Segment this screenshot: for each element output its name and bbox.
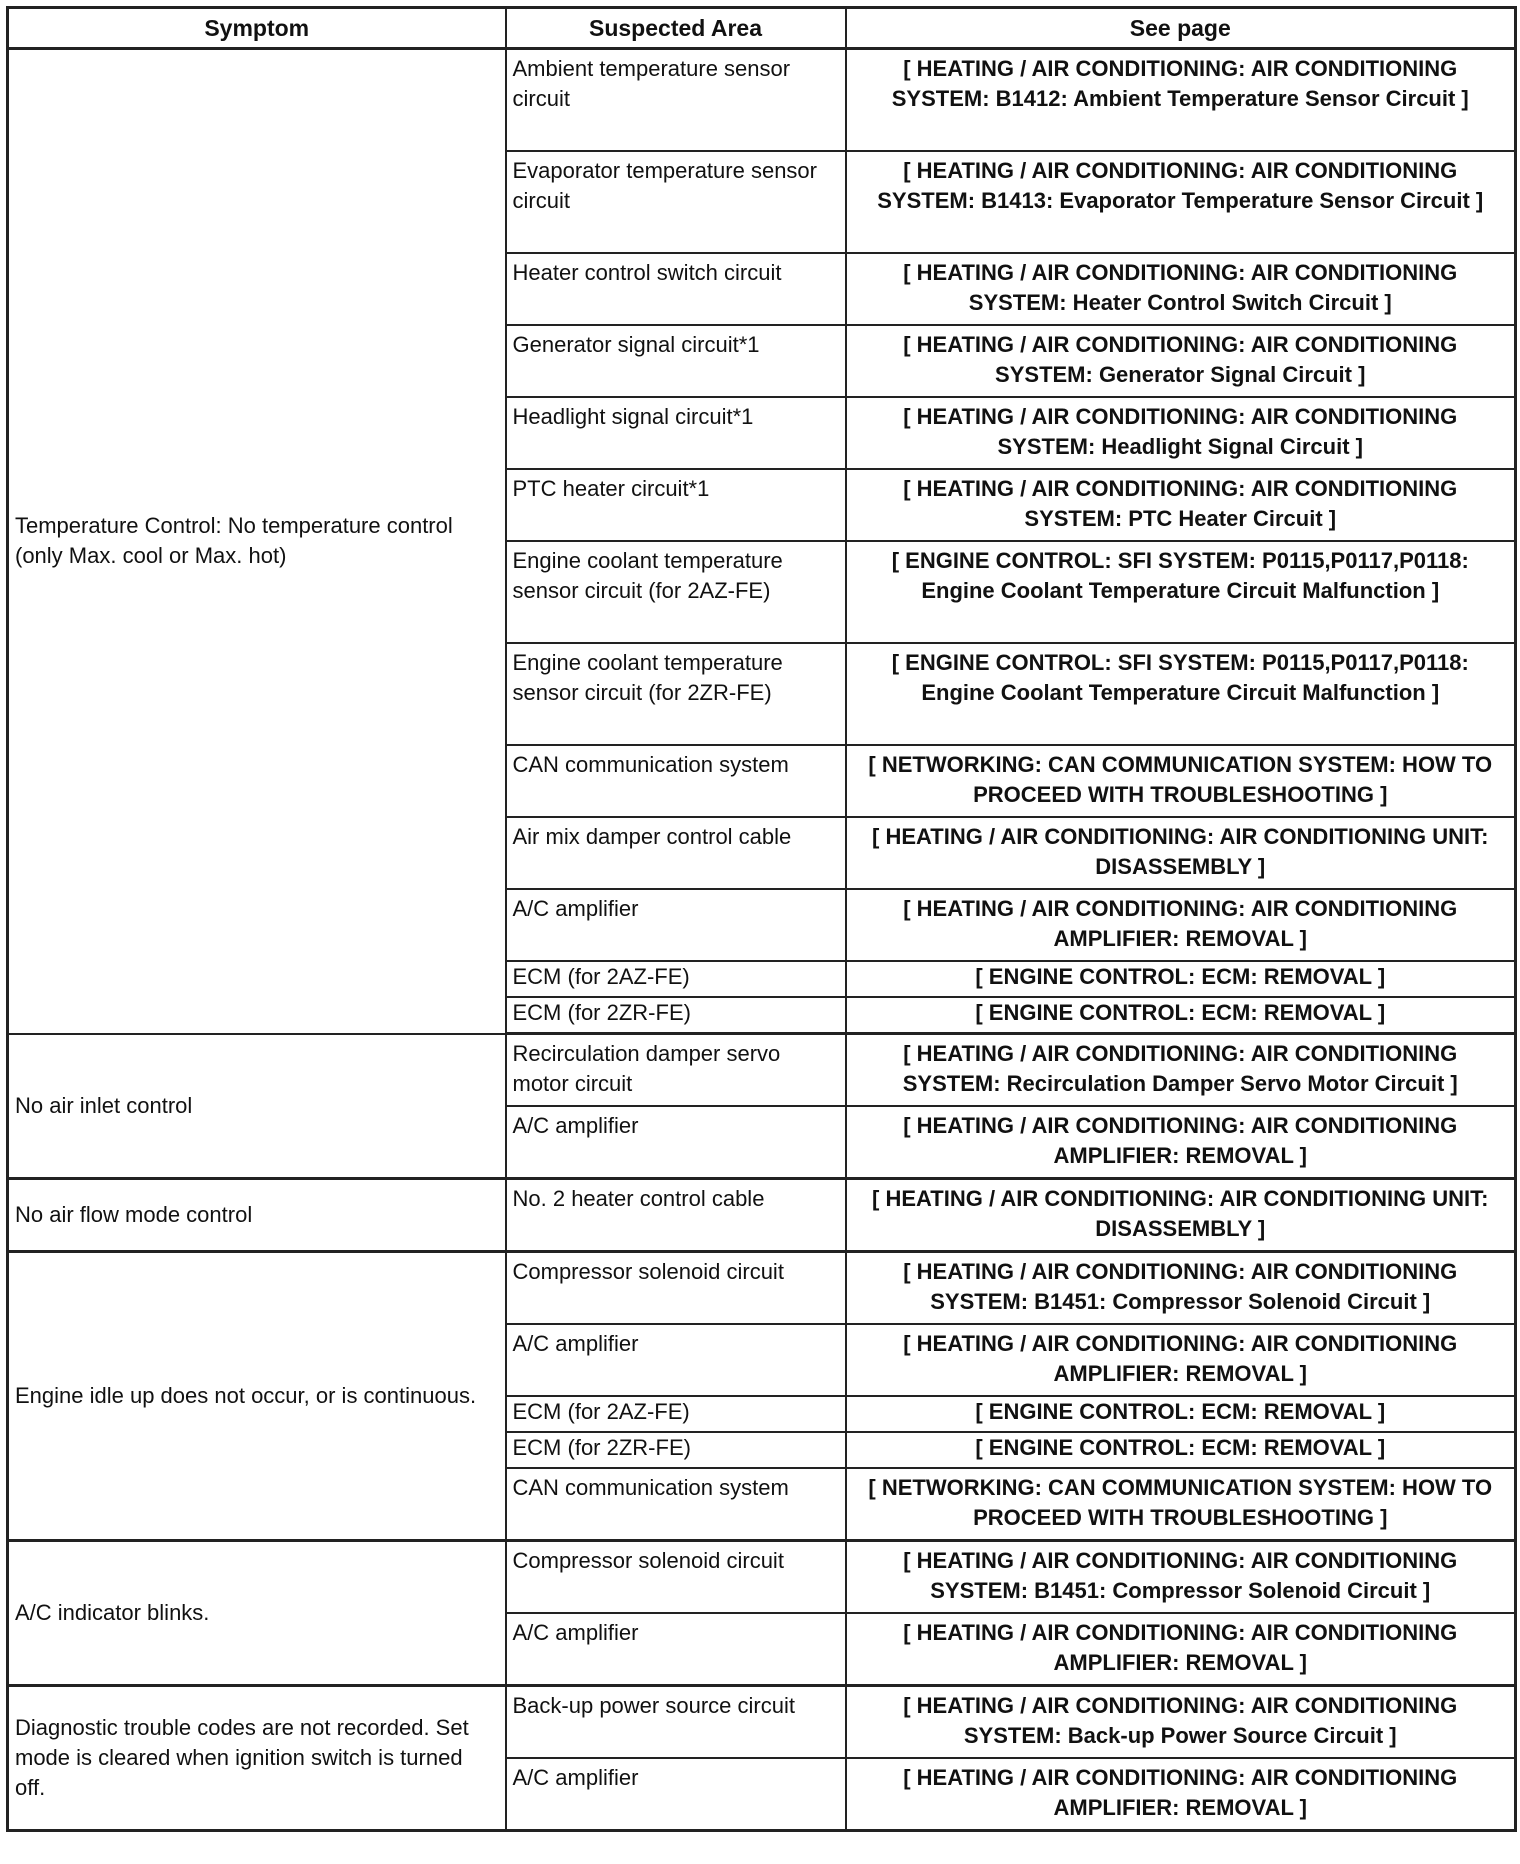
table-row: [8, 1252, 1516, 1325]
suspected-area-cell: Back-up power source circuit: [506, 1686, 846, 1759]
see-page-link[interactable]: [ HEATING / AIR CONDITIONING: AIR CONDITIONING SYSTEM: Generator Signal Circuit ]: [846, 325, 1516, 397]
table-row: [8, 1541, 1516, 1614]
suspected-area-cell: Heater control switch circuit: [506, 253, 846, 325]
see-page-link[interactable]: [ HEATING / AIR CONDITIONING: AIR CONDITIONING SYSTEM: Headlight Signal Circuit ]: [846, 397, 1516, 469]
suspected-area-cell: Ambient temperature sensor circuit: [506, 49, 846, 152]
see-page-link[interactable]: [ HEATING / AIR CONDITIONING: AIR CONDITIONING AMPLIFIER: REMOVAL ]: [846, 1758, 1516, 1831]
symptom-cell: No air inlet control: [8, 1034, 506, 1179]
see-page-link[interactable]: [ NETWORKING: CAN COMMUNICATION SYSTEM: HOW TO PROCEED WITH TROUBLESHOOTING ]: [846, 745, 1516, 817]
suspected-area-cell: A/C amplifier: [506, 1613, 846, 1686]
suspected-area-cell: Air mix damper control cable: [506, 817, 846, 889]
symptom-cell: No air flow mode control: [8, 1179, 506, 1252]
see-page-link[interactable]: [ HEATING / AIR CONDITIONING: AIR CONDITIONING SYSTEM: Heater Control Switch Circuit ]: [846, 253, 1516, 325]
suspected-area-cell: Engine coolant temperature sensor circuit (for 2ZR-FE): [506, 643, 846, 745]
see-page-link[interactable]: [ ENGINE CONTROL: ECM: REMOVAL ]: [846, 1432, 1516, 1468]
table-row: [8, 1034, 1516, 1107]
suspected-area-cell: Recirculation damper servo motor circuit: [506, 1034, 846, 1107]
suspected-area-cell: Headlight signal circuit*1: [506, 397, 846, 469]
see-page-link[interactable]: [ HEATING / AIR CONDITIONING: AIR CONDITIONING AMPLIFIER: REMOVAL ]: [846, 1613, 1516, 1686]
suspected-area-cell: CAN communication system: [506, 745, 846, 817]
symptom-cell: Diagnostic trouble codes are not recorded. Set mode is cleared when ignition switch is turned off.: [8, 1686, 506, 1831]
suspected-area-cell: A/C amplifier: [506, 889, 846, 961]
header-row: [8, 8, 1516, 49]
suspected-area-cell: Engine coolant temperature sensor circuit (for 2AZ-FE): [506, 541, 846, 643]
suspected-area-cell: Compressor solenoid circuit: [506, 1541, 846, 1614]
header-suspected-area: Suspected Area: [506, 8, 846, 49]
table-row: [8, 1179, 1516, 1252]
symptom-cell: A/C indicator blinks.: [8, 1541, 506, 1686]
suspected-area-cell: CAN communication system: [506, 1468, 846, 1541]
see-page-link[interactable]: [ HEATING / AIR CONDITIONING: AIR CONDITIONING AMPLIFIER: REMOVAL ]: [846, 889, 1516, 961]
see-page-link[interactable]: [ HEATING / AIR CONDITIONING: AIR CONDITIONING AMPLIFIER: REMOVAL ]: [846, 1106, 1516, 1179]
see-page-link[interactable]: [ HEATING / AIR CONDITIONING: AIR CONDITIONING SYSTEM: B1451: Compressor Solenoid Circuit ]: [846, 1252, 1516, 1325]
table-row: [8, 1686, 1516, 1759]
see-page-link[interactable]: [ ENGINE CONTROL: ECM: REMOVAL ]: [846, 961, 1516, 997]
see-page-link[interactable]: [ NETWORKING: CAN COMMUNICATION SYSTEM: HOW TO PROCEED WITH TROUBLESHOOTING ]: [846, 1468, 1516, 1541]
see-page-link[interactable]: [ HEATING / AIR CONDITIONING: AIR CONDITIONING SYSTEM: B1451: Compressor Solenoid Circuit ]: [846, 1541, 1516, 1614]
suspected-area-cell: A/C amplifier: [506, 1324, 846, 1396]
see-page-link[interactable]: [ HEATING / AIR CONDITIONING: AIR CONDITIONING SYSTEM: Back-up Power Source Circuit ]: [846, 1686, 1516, 1759]
see-page-link[interactable]: [ HEATING / AIR CONDITIONING: AIR CONDITIONING SYSTEM: B1412: Ambient Temperature Sensor Circuit ]: [846, 49, 1516, 152]
see-page-link[interactable]: [ HEATING / AIR CONDITIONING: AIR CONDITIONING AMPLIFIER: REMOVAL ]: [846, 1324, 1516, 1396]
document-page: [6, 6, 1514, 1832]
see-page-link[interactable]: [ ENGINE CONTROL: ECM: REMOVAL ]: [846, 1396, 1516, 1432]
see-page-link[interactable]: [ ENGINE CONTROL: SFI SYSTEM: P0115,P0117,P0118: Engine Coolant Temperature Circuit Malfunction ]: [846, 643, 1516, 745]
suspected-area-cell: ECM (for 2AZ-FE): [506, 1396, 846, 1432]
see-page-link[interactable]: [ HEATING / AIR CONDITIONING: AIR CONDITIONING SYSTEM: PTC Heater Circuit ]: [846, 469, 1516, 541]
see-page-link[interactable]: [ HEATING / AIR CONDITIONING: AIR CONDITIONING SYSTEM: B1413: Evaporator Temperature Sensor Circuit ]: [846, 151, 1516, 253]
see-page-link[interactable]: [ ENGINE CONTROL: SFI SYSTEM: P0115,P0117,P0118: Engine Coolant Temperature Circuit Malfunction ]: [846, 541, 1516, 643]
suspected-area-cell: No. 2 heater control cable: [506, 1179, 846, 1252]
symptom-cell: Temperature Control: No temperature control (only Max. cool or Max. hot): [8, 49, 506, 1034]
see-page-link[interactable]: [ HEATING / AIR CONDITIONING: AIR CONDITIONING UNIT: DISASSEMBLY ]: [846, 1179, 1516, 1252]
suspected-area-cell: PTC heater circuit*1: [506, 469, 846, 541]
symptom-cell: Engine idle up does not occur, or is continuous.: [8, 1252, 506, 1541]
header-see-page: See page: [846, 8, 1516, 49]
table-row: [8, 49, 1516, 152]
suspected-area-cell: A/C amplifier: [506, 1758, 846, 1831]
see-page-link[interactable]: [ HEATING / AIR CONDITIONING: AIR CONDITIONING SYSTEM: Recirculation Damper Servo Motor Circuit ]: [846, 1034, 1516, 1107]
see-page-link[interactable]: [ HEATING / AIR CONDITIONING: AIR CONDITIONING UNIT: DISASSEMBLY ]: [846, 817, 1516, 889]
suspected-area-cell: Compressor solenoid circuit: [506, 1252, 846, 1325]
header-symptom: Symptom: [8, 8, 506, 49]
problem-symptoms-table: [6, 6, 1517, 1832]
suspected-area-cell: A/C amplifier: [506, 1106, 846, 1179]
suspected-area-cell: Evaporator temperature sensor circuit: [506, 151, 846, 253]
see-page-link[interactable]: [ ENGINE CONTROL: ECM: REMOVAL ]: [846, 997, 1516, 1034]
suspected-area-cell: Generator signal circuit*1: [506, 325, 846, 397]
suspected-area-cell: ECM (for 2AZ-FE): [506, 961, 846, 997]
suspected-area-cell: ECM (for 2ZR-FE): [506, 997, 846, 1034]
suspected-area-cell: ECM (for 2ZR-FE): [506, 1432, 846, 1468]
